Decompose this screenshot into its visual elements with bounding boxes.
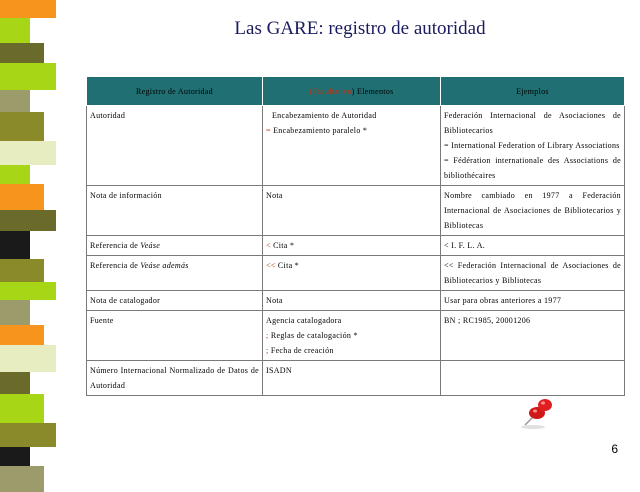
cell-registro [87,236,263,256]
strip-block [0,372,30,394]
element-line-text: Encabezamiento paralelo * [270,126,368,135]
cell-elementos: Nota [263,291,441,311]
strip-block [0,300,30,325]
strip-block [0,325,44,345]
decorative-color-strip [0,0,56,480]
element-text: Cita * [275,261,300,270]
element-line: ; Fecha de creación [266,346,334,355]
pushpin-icon [515,395,565,435]
strip-block [0,423,56,447]
registro-italic: Veáse además [140,261,189,270]
strip-block [0,345,56,372]
element-line: Encabezamiento de Autoridad [272,111,377,120]
cell-elementos [263,106,441,186]
cell-registro [87,256,263,291]
cell-ejemplos: << Federación Internacional de Asociaciones de Bibliotecarios y Bibliotecas [441,256,625,291]
example-line: = Fédération internationale des Associations de bibliothécaires [444,156,621,180]
reference-symbol: < [266,241,271,250]
element-line-text: Reglas de catalogación * [268,331,358,340]
registro-text: Referencia de [90,241,141,250]
cell-elementos: Nota [263,186,441,236]
strip-block [0,210,56,231]
element-text: Cita * [270,241,295,250]
cell-registro: Nota de información [87,186,263,236]
strip-block [0,165,30,184]
strip-block [0,18,30,43]
strip-block [0,184,44,210]
cell-ejemplos: Usar para obras anteriores a 1977 [441,291,625,311]
strip-block [0,63,56,90]
element-line: ; Reglas de catalogación * [266,331,358,340]
page-number: 6 [611,442,618,456]
cell-registro: Número Internacional Normalizado de Datos de Autoridad [87,361,263,396]
cell-ejemplos: Nombre cambiado en 1977 a Federación Internacional de Asociaciones de Bibliotecarios y Bibliotecas [441,186,625,236]
reference-symbol: << [266,261,276,270]
slide-title: Las GARE: registro de autoridad [234,18,486,39]
strip-block [0,141,56,165]
strip-block [0,394,44,423]
cell-elementos [263,311,441,361]
header-ejemplos: Ejemplos [441,77,625,106]
header-elementos [263,77,441,106]
strip-block [0,112,44,141]
strip-block [0,0,56,18]
element-line-text: Fecha de creación [268,346,334,355]
example-line: Federación Internacional de Asociaciones de Bibliotecarios [444,111,621,135]
strip-block [0,466,44,492]
table-row [87,186,625,236]
element-line: Agencia catalogadora [266,316,342,325]
authority-record-table [86,76,625,396]
strip-block [0,231,30,259]
registro-italic: Veáse [140,241,161,250]
registro-text: Referencia de [90,261,141,270]
strip-block [0,447,30,466]
example-line: = International Federation of Library Associations [444,141,620,150]
cell-ejemplos [441,361,625,396]
cell-elementos [263,256,441,291]
table-row [87,236,625,256]
table-header-row [87,77,625,106]
table-row [87,106,625,186]
table-row [87,361,625,396]
cell-registro: Autoridad [87,106,263,186]
table-row [87,311,625,361]
cell-elementos: ISADN [263,361,441,396]
cell-ejemplos [441,106,625,186]
strip-block [0,90,30,112]
header-facultativo: (Facultativo [309,86,352,96]
cell-elementos [263,236,441,256]
strip-block [0,282,56,300]
table-row [87,291,625,311]
element-line: = Encabezamiento paralelo * [266,126,368,135]
table-row [87,256,625,291]
cell-ejemplos: < I. F. L. A. [441,236,625,256]
cell-ejemplos: BN ; RC1985, 20001206 [441,311,625,361]
strip-block [0,259,44,282]
cell-registro: Nota de catalogador [87,291,263,311]
strip-block [0,43,44,63]
cell-registro: Fuente [87,311,263,361]
header-elementos-text: ) Elementos [351,86,394,96]
header-registro: Registro de Autoridad [87,77,263,106]
